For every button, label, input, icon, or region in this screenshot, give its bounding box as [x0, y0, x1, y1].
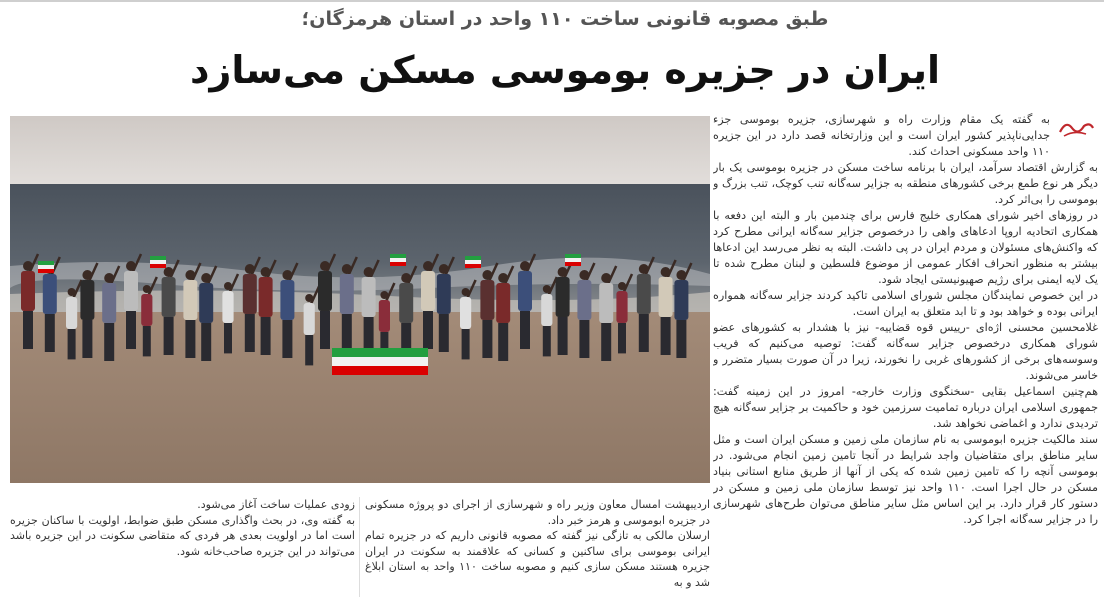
- paragraph-b2: ارسلان مالکی به تازگی نیز گفته که مصوبه قانونی داریم که در جزیره تمام ایرانی بوموسی برای ساکنین و کسانی که علاقمند به سکونت در ایران جزیره هستند مسکن سازی کنیم و مصوبه ساخت ۱۱۰ واحد به استان ابلاغ شد و به: [365, 529, 710, 589]
- flag-mark: [38, 261, 54, 273]
- paragraph-b4: به گفته وی، در بحث واگذاری مسکن طبق ضوابط، اولویت با ساکنان جزیره است اما در اولویت بعدی هر فردی که متقاضی سکونت در این جزیره باشد می‌تواند در این جزیره صاحب‌خانه شود.: [10, 513, 355, 558]
- paragraph-2: به گزارش اقتصاد سرآمد، ایران با برنامه ساخت مسکن در جزیره بوموسی یک بار دیگر هر نوع طمع برخی کشورهای منطقه به جزایر سه‌گانه تنب کوچک، تنب بزرگ و بوموسی را بی‌اثر کرد.: [713, 161, 1098, 206]
- column-divider: [359, 497, 360, 597]
- paragraph-5: غلامحسین محسنی اژه‌ای -رییس قوه قضاییه- نیز با هشدار به کشورهای عضو شورای همکاری درخصوص جزایر سه‌گانه گفت: توصیه می‌کنیم که فریب وسوسه‌های برخی از کشورهای غربی را نخورند، زیرا در آن صورت بسیار متضرر و خاسر می‌شوند.: [713, 321, 1098, 382]
- top-rule: [0, 0, 1104, 2]
- paragraph-4: در این خصوص نمایندگان مجلس شورای اسلامی تاکید کردند جزایر سه‌گانه همواره ایرانی بوده و خواهد بود و تا ابد متعلق به ایران است.: [713, 289, 1098, 318]
- article-photo: [10, 116, 710, 483]
- paragraph-1: به گفته یک مقام وزارت راه و شهرسازی، جزیره بوموسی جزء جدایی‌ناپذیر کشور ایران است و این وزارتخانه قصد دارد در این جزیره ۱۱۰ واحد مسکونی احداث کند.: [713, 113, 1050, 158]
- beach-scene: [10, 116, 710, 483]
- paragraph-b3: زودی عملیات ساخت آغاز می‌شود.: [197, 498, 355, 511]
- paragraph-7: سند مالکیت جزیره ابوموسی به نام سازمان ملی زمین و مسکن ایران است و مثل سایر مناطق برای متقاضیان واجد شرایط در آنجا تامین زمین انجام می‌شود. در بوموسی آنچه را که تامین زمین شده که یکی از آنها از طریق منابع استانی بنیاد مسکن در حال اجرا است. ۱۱۰ واحد نیز توسط سازمان ملی زمین و مسکن در دستور کار قرار دارد. بر این اساس مثل سایر مناطق می‌توان طرح‌های شهرسازی را در جزایر سه‌گانه اجرا کرد.: [713, 433, 1098, 526]
- article-body-column: [713, 112, 1098, 597]
- paragraph-3: در روزهای اخیر شورای همکاری خلیج فارس برای چندمین بار و البته این دفعه با همکاری اتحادیه اروپا ادعاهای واهی را درخصوص جزایر سه‌گانه ایرانی مطرح کرد که واکنش‌های مسئولان و مردم ایران در پی داشت. البته به نظر می‌رسد این ادعاها بیشتر به منظور انحراف افکار عمومی از موضوع فلسطین و لبنان مطرح شده تا یک لایه ایمنی برای رژیم صهیونیستی ایجاد شود.: [713, 209, 1098, 286]
- article-headline: ایران در جزیره بوموسی مسکن می‌سازد: [189, 48, 941, 92]
- paragraph-b1: اردیبهشت امسال معاون وزیر راه و شهرسازی از اجرای دو پروژه مسکونی در جزیره ابوموسی و هرمز خبر داد.: [365, 498, 710, 527]
- flag-mark: [465, 256, 481, 268]
- flag-banner: [332, 348, 428, 375]
- flag-mark: [565, 254, 581, 266]
- article-subtitle: طبق مصوبه قانونی ساخت ۱۱۰ واحد در استان هرمزگان؛: [301, 8, 829, 30]
- bottom-column-left: [10, 497, 355, 600]
- paragraph-6: هم‌چنین اسماعیل بقایی -سخنگوی وزارت خارجه- امروز در این زمینه گفت: جمهوری اسلامی ایران درباره تمامیت سرزمین خود و حاکمیت بر جزایر سه‌گانه هیچ تردیدی ندارد و اغماضی نخواهد شد.: [713, 385, 1098, 430]
- flag-mark: [390, 254, 406, 266]
- bottom-column-right: [365, 497, 710, 600]
- flag-mark: [150, 256, 166, 268]
